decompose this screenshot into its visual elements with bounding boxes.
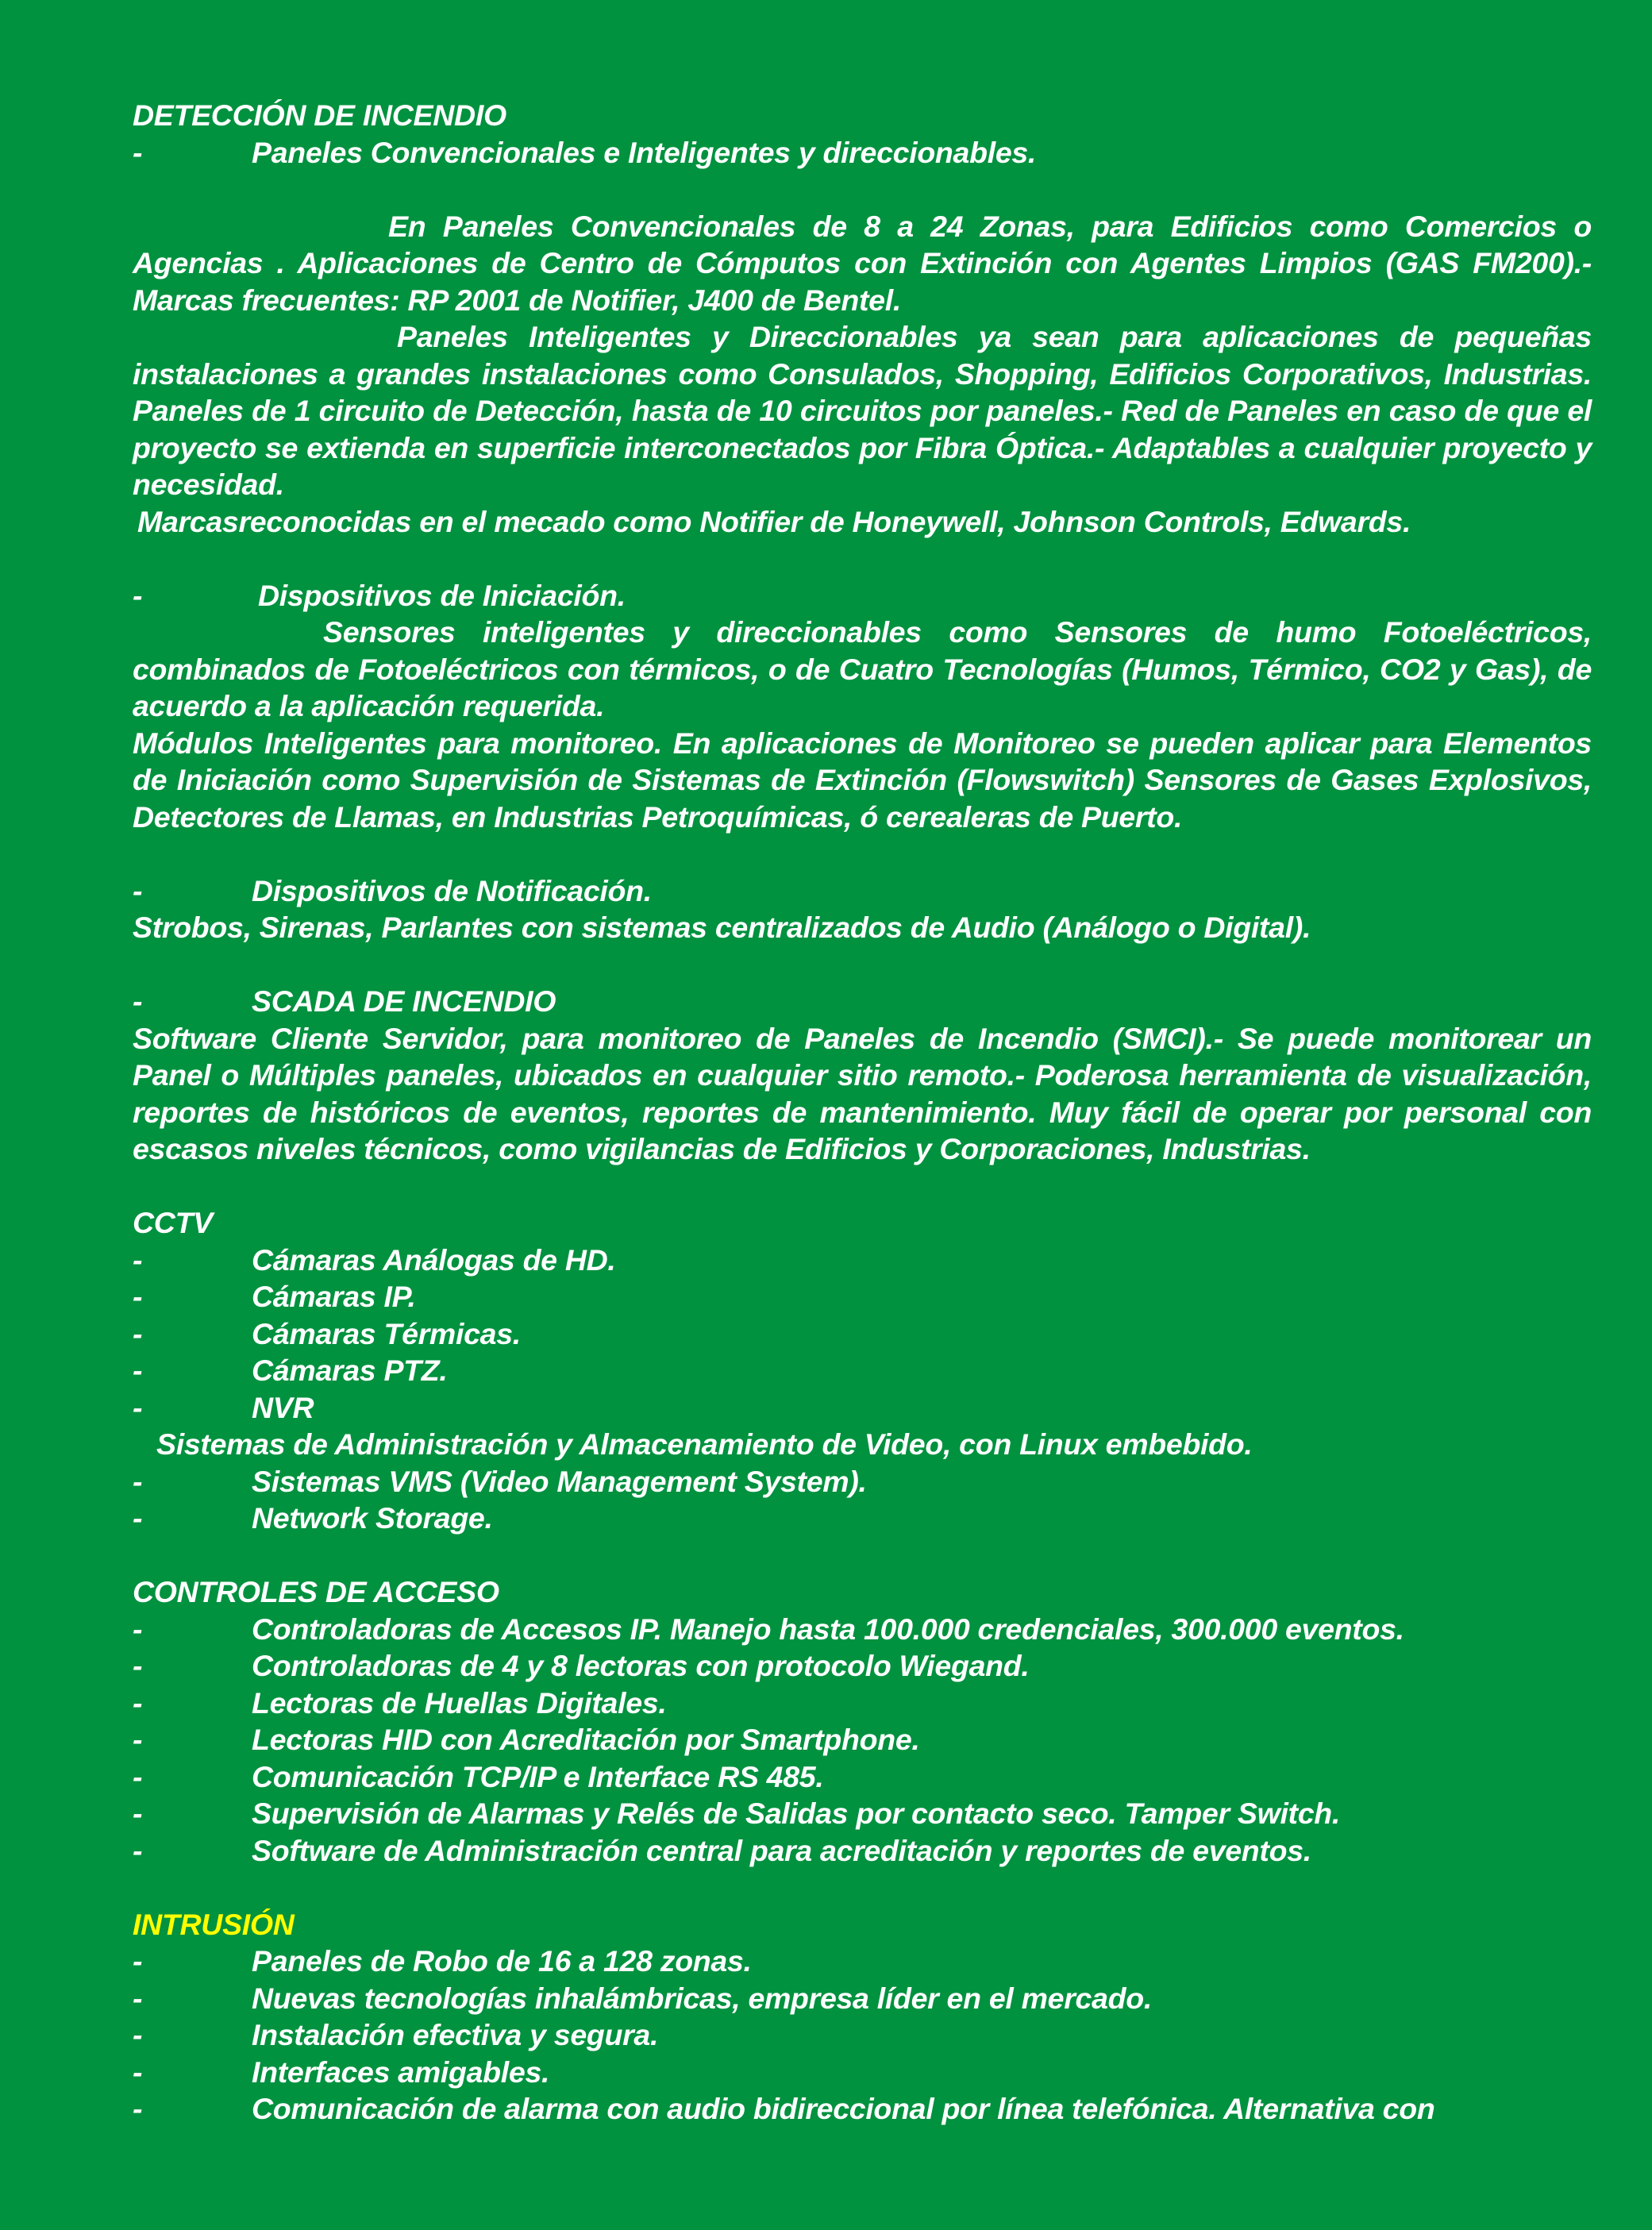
bullet-dash: - xyxy=(133,873,143,907)
section-heading-fire: DETECCIÓN DE INCENDIO xyxy=(133,98,506,132)
bullet-text: SCADA DE INCENDIO xyxy=(252,984,556,1018)
bullet-item xyxy=(133,1315,1592,1353)
bullet-item xyxy=(133,577,1592,614)
bullet-dash: - xyxy=(133,1797,143,1830)
bullet-item xyxy=(133,1278,1592,1315)
bullet-text: Comunicación TCP/IP e Interface RS 485. xyxy=(252,1759,824,1793)
bullet-dash: - xyxy=(133,1464,143,1498)
bullet-text: Software de Administración central para acreditación y reportes de eventos. xyxy=(252,1833,1311,1867)
section-heading-intrusion: INTRUSIÓN xyxy=(133,1907,295,1941)
bullet-text: Cámaras IP. xyxy=(252,1280,416,1313)
bullet-text: Comunicación de alarma con audio bidireccional por línea telefónica. Alternativa con xyxy=(252,2092,1435,2125)
bullet-text: Instalación efectiva y segura. xyxy=(252,2018,659,2051)
bullet-dash: - xyxy=(133,1833,143,1867)
bullet-text: Cámaras PTZ. xyxy=(252,1354,448,1387)
bullet-text: Paneles Convencionales e Inteligentes y direccionables. xyxy=(252,135,1037,169)
bullet-dash: - xyxy=(133,1612,143,1646)
section-heading-access: CONTROLES DE ACCESO xyxy=(133,1575,499,1608)
bullet-text: Controladoras de 4 y 8 lectoras con protocolo Wiegand. xyxy=(252,1649,1030,1682)
bullet-dash: - xyxy=(133,1280,143,1313)
bullet-item xyxy=(133,1500,1592,1537)
bullet-dash: - xyxy=(133,1354,143,1387)
bullet-dash: - xyxy=(133,2055,143,2089)
bullet-item xyxy=(133,1943,1592,1980)
bullet-item xyxy=(133,1758,1592,1796)
bullet-item xyxy=(133,983,1592,1020)
paragraph: Paneles Inteligentes y Direccionables ya sean para aplicaciones de pequeñas instalaciones a grandes instalaciones como Consulados, Shopping, Edificios Corporativos, Industrias. Paneles de 1 circuito de Detección, hasta de 10 circuitos por paneles.- Red de Paneles en caso de que el proyecto se extienda en superficie interconectados por Fibra Óptica.- Adaptables a cualquier proyecto y necesidad. xyxy=(133,320,1592,501)
bullet-item xyxy=(133,1611,1592,1648)
brands-line: Marcasreconocidas en el mecado como Notifier de Honeywell, Johnson Controls, Edwards. xyxy=(137,504,1411,538)
bullet-dash: - xyxy=(133,578,143,612)
bullet-text: Controladoras de Accesos IP. Manejo hasta 100.000 credenciales, 300.000 eventos. xyxy=(252,1612,1404,1646)
bullet-dash: - xyxy=(133,984,143,1018)
bullet-item xyxy=(133,1463,1592,1500)
bullet-dash: - xyxy=(133,1501,143,1535)
bullet-item xyxy=(133,1685,1592,1722)
bullet-text: Sistemas VMS (Video Management System). xyxy=(252,1464,867,1498)
bullet-dash: - xyxy=(133,2092,143,2125)
bullet-dash: - xyxy=(133,1316,143,1350)
bullet-item xyxy=(133,1242,1592,1279)
bullet-item xyxy=(133,1389,1592,1427)
bullet-dash: - xyxy=(133,2018,143,2051)
paragraph: En Paneles Convencionales de 8 a 24 Zonas, para Edificios como Comercios o Agencias . Aplicaciones de Centro de Cómputos con Extinción con Agentes Limpios (GAS FM200).- Marcas frecuentes: RP 2001 de Notifier, J400 de Bentel. xyxy=(133,209,1592,317)
bullet-dash: - xyxy=(133,1390,143,1424)
bullet-item xyxy=(133,1647,1592,1685)
bullet-text: Nuevas tecnologías inhalámbricas, empresa líder en el mercado. xyxy=(252,1981,1152,2015)
bullet-dash: - xyxy=(133,1685,143,1720)
bullet-text: Supervisión de Alarmas y Relés de Salidas por contacto seco. Tamper Switch. xyxy=(252,1797,1341,1830)
bullet-text: Interfaces amigables. xyxy=(252,2055,550,2089)
bullet-item xyxy=(133,1795,1592,1832)
bullet-item xyxy=(133,1352,1592,1389)
bullet-text: Cámaras Térmicas. xyxy=(252,1316,521,1350)
paragraph: Módulos Inteligentes para monitoreo. En aplicaciones de Monitoreo se pueden aplicar para Elementos de Iniciación como Supervisión de Sistemas de Extinción (Flowswitch) Sensores de Gases Explosivos, Detectores de Llamas, en Industrias Petroquímicas, ó cerealeras de Puerto. xyxy=(133,726,1592,834)
bullet-dash: - xyxy=(133,1723,143,1756)
bullet-item xyxy=(133,1980,1592,2017)
bullet-text: Lectoras de Huellas Digitales. xyxy=(252,1685,667,1720)
bullet-item xyxy=(133,1721,1592,1758)
bullet-text: Paneles de Robo de 16 a 128 zonas. xyxy=(252,1944,752,1978)
bullet-item xyxy=(133,134,1592,171)
bullet-text: Network Storage. xyxy=(252,1501,493,1535)
bullet-text: Dispositivos de Iniciación. xyxy=(258,578,626,612)
paragraph: Sensores inteligentes y direccionables como Sensores de humo Fotoeléctricos, combinados de Fotoeléctricos con térmicos, o de Cuatro Tecnologías (Humos, Térmico, CO2 y Gas), de acuerdo a la aplicación requerida. xyxy=(133,615,1592,722)
bullet-dash: - xyxy=(133,1649,143,1682)
paragraph: Software Cliente Servidor, para monitoreo de Paneles de Incendio (SMCI).- Se puede monitorear un Panel o Múltiples paneles, ubicados en cualquier sitio remoto.- Poderosa herramienta de visualización, reportes de históricos de eventos, reportes de mantenimiento. Muy fácil de operar por personal con escasos niveles técnicos, como vigilancias de Edificios y Corporaciones, Industrias. xyxy=(133,1021,1592,1165)
bullet-dash: - xyxy=(133,1242,143,1277)
bullet-text: Dispositivos de Notificación. xyxy=(252,873,652,907)
bullet-dash: - xyxy=(133,1981,143,2015)
notification-line: Strobos, Sirenas, Parlantes con sistemas centralizados de Audio (Análogo o Digital). xyxy=(133,911,1311,944)
bullet-dash: - xyxy=(133,1759,143,1793)
bullet-text: NVR xyxy=(252,1390,314,1424)
bullet-item xyxy=(133,2090,1592,2128)
bullet-text: Lectoras HID con Acreditación por Smartphone. xyxy=(252,1723,920,1756)
bullet-item xyxy=(133,2054,1592,2091)
bullet-item xyxy=(133,1832,1592,1870)
bullet-dash: - xyxy=(133,1944,143,1978)
bullet-item xyxy=(133,872,1592,910)
nvr-note: Sistemas de Administración y Almacenamiento de Video, con Linux embebido. xyxy=(156,1427,1253,1461)
bullet-dash: - xyxy=(133,135,143,169)
bullet-text: Cámaras Análogas de HD. xyxy=(252,1242,616,1277)
bullet-item xyxy=(133,2016,1592,2054)
section-heading-cctv: CCTV xyxy=(133,1206,213,1239)
